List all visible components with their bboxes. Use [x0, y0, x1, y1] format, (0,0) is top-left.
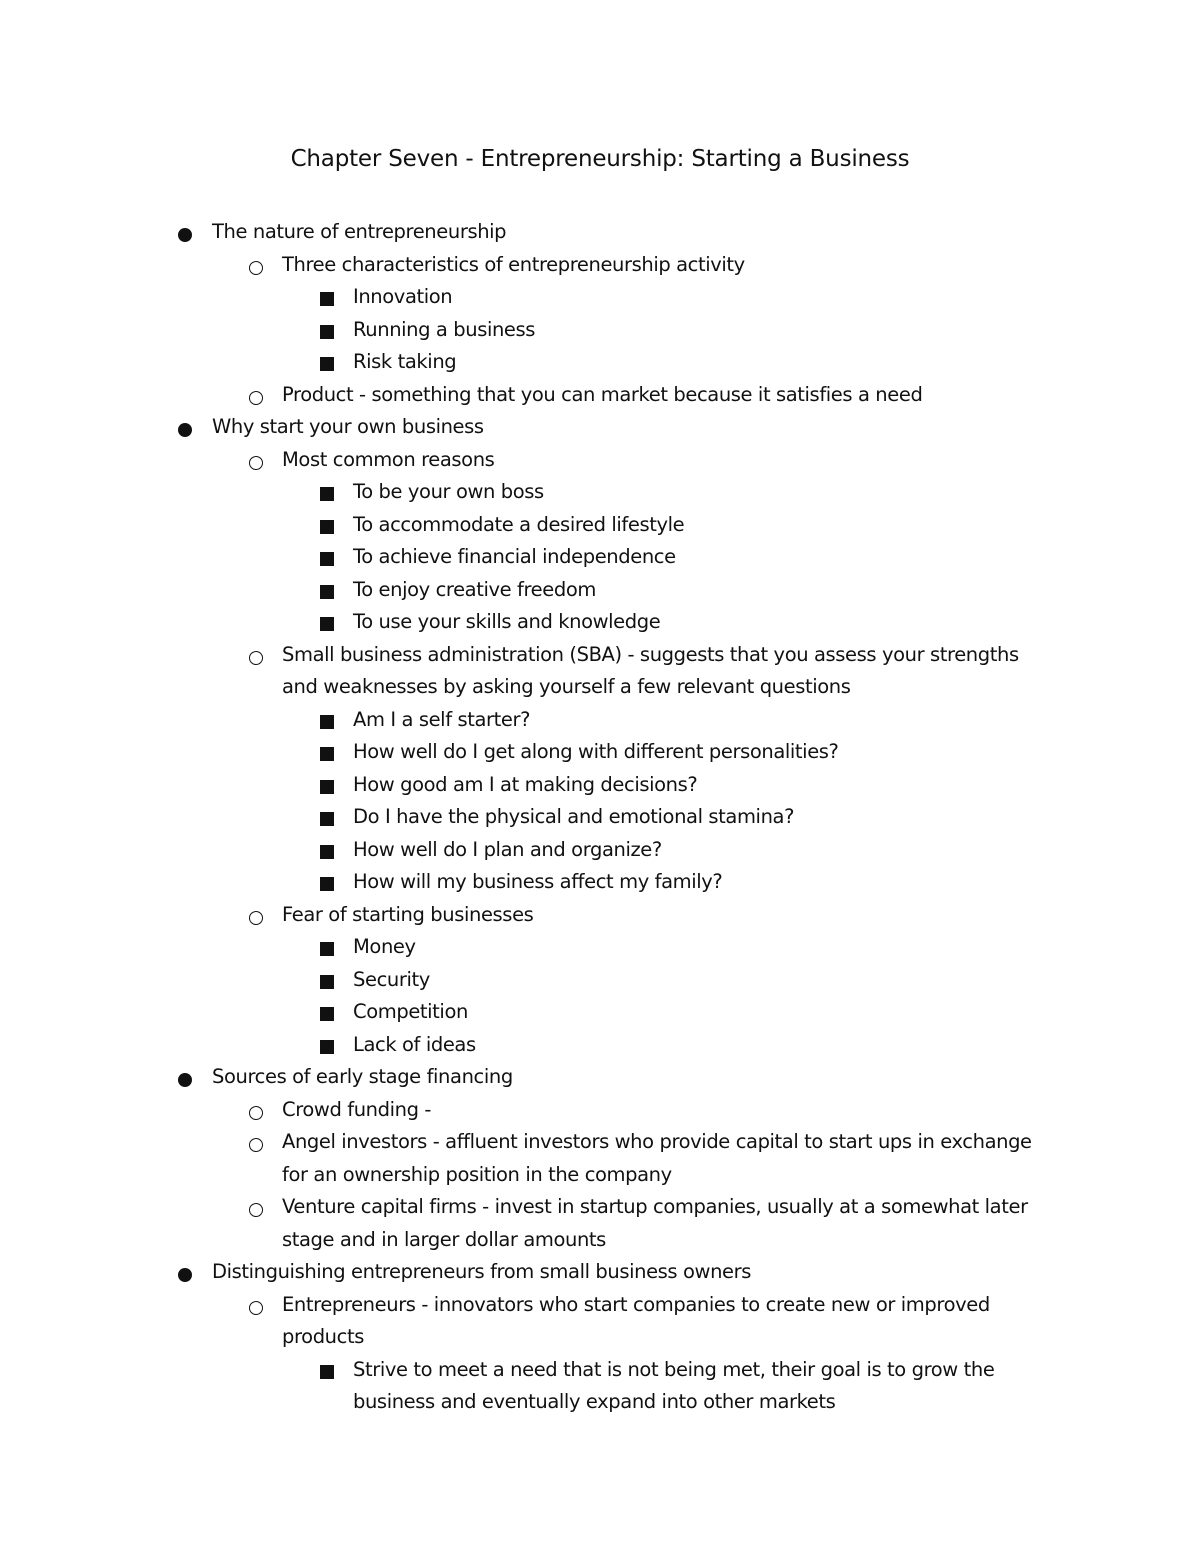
outline-item-level-2	[0, 899, 1052, 932]
outline-item-text: Security	[353, 967, 430, 991]
outline-item-text: To achieve financial independence	[353, 545, 676, 568]
outline-item-level-3	[0, 541, 1053, 574]
outline-item-level-3	[0, 769, 1053, 802]
hollow-circle-bullet-icon	[249, 456, 263, 470]
filled-square-bullet-icon	[320, 617, 334, 631]
outline-item-level-2	[0, 444, 1052, 477]
filled-square-bullet-icon	[320, 975, 334, 989]
filled-circle-bullet-icon	[178, 228, 192, 242]
filled-square-bullet-icon	[320, 747, 334, 761]
hollow-circle-bullet-icon	[249, 1138, 263, 1152]
outline-item-text: To accommodate a desired lifestyle	[353, 512, 685, 536]
filled-square-bullet-icon	[320, 715, 334, 729]
outline-item-text: Am I a self starter?	[353, 707, 531, 731]
filled-square-bullet-icon	[320, 487, 334, 501]
outline-item-text: Do I have the physical and emotional stamina?	[353, 805, 795, 828]
hollow-circle-bullet-icon	[249, 1203, 263, 1217]
filled-square-bullet-icon	[320, 942, 334, 956]
outline-item-level-2	[0, 639, 1052, 704]
outline-item-text: Risk taking	[353, 350, 457, 373]
outline-item-level-3	[0, 996, 1053, 1029]
outline-item-level-1	[0, 1061, 1052, 1094]
hollow-circle-bullet-icon	[249, 1106, 263, 1120]
outline-item-level-2	[0, 379, 1052, 412]
outline-item-text: Money	[353, 935, 416, 958]
outline-item-text: Venture capital firms - invest in startup companies, usually at a somewhat later stage and in larger dollar amounts	[282, 1195, 1028, 1251]
outline-item-text: To use your skills and knowledge	[353, 610, 661, 633]
outline-item-text: Distinguishing entrepreneurs from small business owners	[212, 1260, 751, 1283]
hollow-circle-bullet-icon	[249, 391, 263, 405]
hollow-circle-bullet-icon	[249, 911, 263, 925]
filled-square-bullet-icon	[320, 292, 334, 306]
filled-square-bullet-icon	[320, 1007, 334, 1021]
filled-square-bullet-icon	[320, 1040, 334, 1054]
outline-item-text: To be your own boss	[353, 480, 544, 503]
outline-item-level-2	[0, 249, 1052, 282]
hollow-circle-bullet-icon	[249, 261, 263, 275]
filled-square-bullet-icon	[320, 357, 334, 371]
filled-square-bullet-icon	[320, 1365, 334, 1379]
outline-item-level-3	[0, 1354, 1053, 1419]
outline-item-text: How good am I at making decisions?	[353, 772, 698, 796]
filled-square-bullet-icon	[320, 585, 334, 599]
outline-item-text: Fear of starting businesses	[282, 902, 534, 926]
outline-item-text: To enjoy creative freedom	[353, 577, 596, 601]
filled-circle-bullet-icon	[178, 423, 192, 437]
outline-item-level-2	[0, 1094, 1052, 1127]
filled-square-bullet-icon	[320, 325, 334, 339]
page-title: Chapter Seven - Entrepreneurship: Starting a Business	[290, 146, 910, 172]
outline-item-level-1	[0, 411, 1052, 444]
filled-square-bullet-icon	[320, 845, 334, 859]
outline-item-text: Small business administration (SBA) - suggests that you assess your strengths and weaknesses by asking yourself a few relevant questions	[282, 642, 1019, 698]
outline-item-level-3	[0, 1029, 1053, 1062]
outline-item-level-3	[0, 314, 1053, 347]
outline-item-level-3	[0, 834, 1053, 867]
outline-item-level-3	[0, 476, 1053, 509]
outline-item-text: Most common reasons	[282, 447, 495, 471]
filled-circle-bullet-icon	[178, 1268, 192, 1282]
outline-item-level-2	[0, 1191, 1052, 1256]
outline-item-level-3	[0, 281, 1053, 314]
hollow-circle-bullet-icon	[249, 651, 263, 665]
outline-item-text: How will my business affect my family?	[353, 870, 723, 893]
hollow-circle-bullet-icon	[249, 1301, 263, 1315]
outline-item-text: The nature of entrepreneurship	[212, 220, 507, 243]
outline-item-text: Crowd funding -	[282, 1097, 432, 1121]
outline-item-text: Three characteristics of entrepreneurship activity	[282, 252, 745, 276]
filled-square-bullet-icon	[320, 780, 334, 794]
outline-item-level-3	[0, 509, 1053, 542]
outline-item-text: Sources of early stage financing	[212, 1065, 513, 1088]
outline-item-text: Product - something that you can market because it satisfies a need	[282, 382, 923, 406]
outline-item-text: Running a business	[353, 317, 536, 341]
outline-item-level-3	[0, 801, 1053, 834]
outline-item-text: Entrepreneurs - innovators who start companies to create new or improved products	[282, 1292, 990, 1348]
filled-circle-bullet-icon	[178, 1073, 192, 1087]
outline-list	[0, 216, 1200, 1419]
outline-item-text: Competition	[353, 1000, 468, 1023]
filled-square-bullet-icon	[320, 520, 334, 534]
outline-item-text: Strive to meet a need that is not being met, their goal is to grow the business and eventually expand into other markets	[353, 1357, 995, 1413]
outline-item-level-3	[0, 866, 1053, 899]
outline-item-level-2	[0, 1289, 1052, 1354]
outline-item-level-1	[0, 216, 1052, 249]
outline-item-level-3	[0, 736, 1053, 769]
outline-item-level-3	[0, 704, 1053, 737]
outline-item-level-2	[0, 1126, 1052, 1191]
outline-item-text: Innovation	[353, 285, 453, 308]
outline-item-text: How well do I plan and organize?	[353, 837, 662, 861]
outline-item-level-3	[0, 346, 1053, 379]
outline-item-text: Lack of ideas	[353, 1032, 476, 1056]
outline-item-level-3	[0, 931, 1053, 964]
filled-square-bullet-icon	[320, 552, 334, 566]
outline-item-level-3	[0, 574, 1053, 607]
filled-square-bullet-icon	[320, 877, 334, 891]
outline-item-level-1	[0, 1256, 1052, 1289]
outline-item-text: Why start your own business	[212, 415, 484, 438]
outline-item-text: How well do I get along with different personalities?	[353, 740, 839, 763]
outline-item-level-3	[0, 606, 1053, 639]
outline-item-level-3	[0, 964, 1053, 997]
outline-item-text: Angel investors - affluent investors who provide capital to start ups in exchange for an ownership position in the company	[282, 1130, 1032, 1186]
filled-square-bullet-icon	[320, 812, 334, 826]
